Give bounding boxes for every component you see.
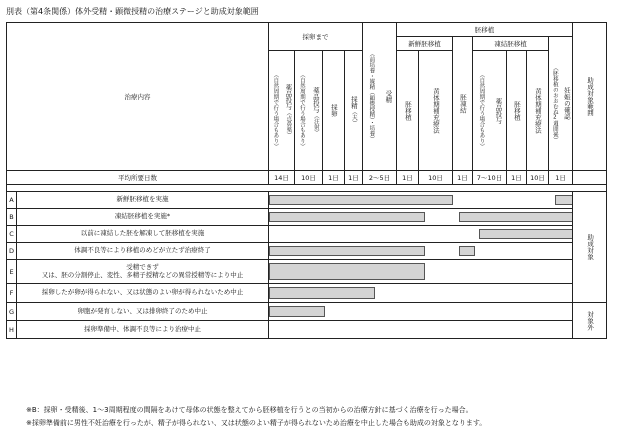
days-cell: 2〜5日 <box>363 171 397 185</box>
stage-bar <box>269 263 425 280</box>
col-freeze: 胚凍結 <box>453 37 473 171</box>
col-drug-nasal: （自然周期で行う場合もあり） 薬品投与（点鼻薬） <box>269 51 295 171</box>
case-row <box>7 209 607 226</box>
footnote-male: ※採卵準備前に男性不妊治療を行ったが、精子が得られない、又は状態のよい精子が得られないため治療を中止した場合も助成の対象となります。 <box>26 419 487 427</box>
case-timeline <box>269 243 573 260</box>
days-cell: 1日 <box>507 171 527 185</box>
stage-table-wrapper <box>6 22 606 339</box>
case-letter: D <box>7 243 17 260</box>
case-timeline <box>269 192 573 209</box>
case-description: 卵胞が発育しない、又は排卵終了のため中止 <box>17 303 269 321</box>
stage-bar <box>459 212 573 222</box>
average-days-label: 平均所要日数 <box>7 171 269 185</box>
case-letter: F <box>7 284 17 303</box>
treatment-content-header: 治療内容 <box>7 23 269 171</box>
page-title: 別表（第4条関係）体外受精・顕微授精の治療ステージと助成対象範囲 <box>6 7 259 16</box>
days-cell: 1日 <box>345 171 363 185</box>
case-row <box>7 321 607 339</box>
col-frozen-luteal: 黄体期補充療法 <box>527 51 549 171</box>
case-description: 受精できず 又は、胚の分割停止、変性、多精子授精などの異常授精等により中止 <box>17 260 269 284</box>
case-letter: E <box>7 260 17 284</box>
case-description: 体調不良等により移植のめどが立たず治療終了 <box>17 243 269 260</box>
stage-bar <box>459 246 475 256</box>
case-timeline <box>269 226 573 243</box>
days-cell: 1日 <box>397 171 419 185</box>
days-cell: 10日 <box>419 171 453 185</box>
col-scope: 助成対象範囲 <box>573 23 607 171</box>
days-cell: 1日 <box>323 171 345 185</box>
case-description: 新鮮胚移植を実施 <box>17 192 269 209</box>
case-row <box>7 243 607 260</box>
col-fertilization: （前培養・媒精（顕微授精）・培養） 受精 <box>363 23 397 171</box>
days-cell: 7〜10日 <box>473 171 507 185</box>
case-timeline <box>269 321 573 339</box>
case-letter: G <box>7 303 17 321</box>
case-timeline <box>269 284 573 303</box>
case-timeline <box>269 209 573 226</box>
case-timeline <box>269 303 573 321</box>
embryo-transfer-header: 胚移植 <box>397 23 573 37</box>
stage-bar <box>479 229 573 239</box>
stage-bar <box>555 195 573 205</box>
case-row <box>7 226 607 243</box>
case-description: 採卵したが卵が得られない、又は状態のよい卵が得られないため中止 <box>17 284 269 303</box>
days-cell: 10日 <box>527 171 549 185</box>
stage-bar <box>269 306 325 317</box>
col-drug-injection: （自然周期で行う場合もあり） 薬品投与（注射） <box>295 51 323 171</box>
case-letter: H <box>7 321 17 339</box>
stage-bar <box>269 195 453 205</box>
average-days-row <box>7 171 607 185</box>
col-sperm: 採精（夫） <box>345 51 363 171</box>
scope-covered: 助成対象 <box>573 192 607 303</box>
days-cell: 1日 <box>453 171 473 185</box>
stage-bar <box>269 212 425 222</box>
days-scope-cell <box>573 171 607 185</box>
col-egg-retrieval: 採卵 <box>323 51 345 171</box>
col-fresh-transfer: 胚移植 <box>397 51 419 171</box>
col-frozen-drug: （自然周期で行う場合もあり） 薬品投与 <box>473 51 507 171</box>
case-description: 採卵準備中、体調不良等により治療中止 <box>17 321 269 339</box>
scope-not-covered: 対象外 <box>573 303 607 339</box>
stage-bar <box>269 246 425 256</box>
col-pregnancy-check: （胚移植のおおむね2週間後） 妊娠の確認 <box>549 37 573 171</box>
frozen-transfer-header: 凍結胚移植 <box>473 37 549 51</box>
case-letter: C <box>7 226 17 243</box>
case-row <box>7 192 607 209</box>
stage-bar <box>269 287 375 299</box>
col-fresh-luteal: 黄体期補充療法 <box>419 51 453 171</box>
case-description: 凍結胚移植を実施* <box>17 209 269 226</box>
case-letter: A <box>7 192 17 209</box>
footnote-b: ※B：採卵・受精後、1〜3周期程度の間隔をあけて母体の状態を整えてから胚移植を行うとの当初からの治療方針に基づく治療を行った場合。 <box>26 406 473 414</box>
fresh-transfer-header: 新鮮胚移植 <box>397 37 453 51</box>
case-letter: B <box>7 209 17 226</box>
case-description: 以前に凍結した胚を解凍して胚移植を実施 <box>17 226 269 243</box>
case-row <box>7 284 607 303</box>
days-cell: 1日 <box>549 171 573 185</box>
col-frozen-transfer: 胚移植 <box>507 51 527 171</box>
case-row <box>7 260 607 284</box>
case-timeline <box>269 260 573 284</box>
egg-retrieval-header: 採卵まで <box>269 23 363 51</box>
stage-table <box>6 22 607 339</box>
spacer-row <box>7 185 607 192</box>
days-cell: 14日 <box>269 171 295 185</box>
days-cell: 10日 <box>295 171 323 185</box>
case-row <box>7 303 607 321</box>
